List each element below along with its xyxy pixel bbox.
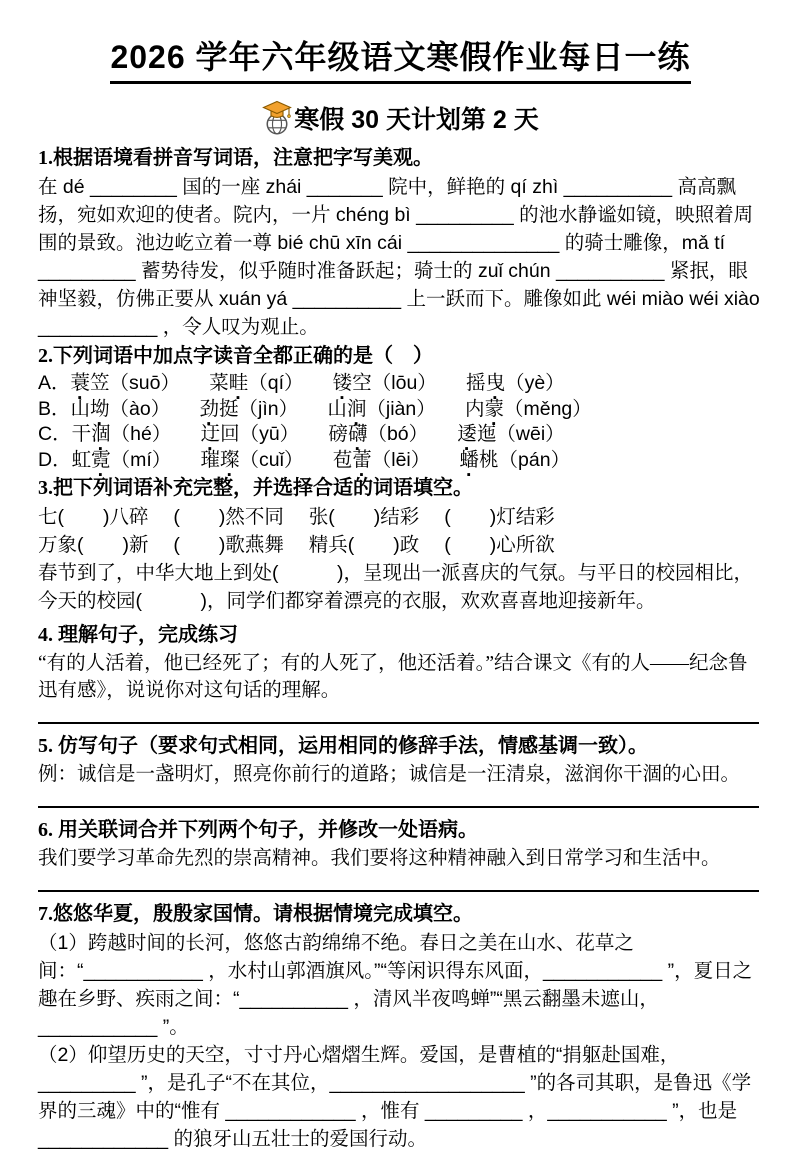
- question-5-heading: 5. 仿写句子（要求句式相同，运用相同的修辞手法，情感基调一致）。: [38, 735, 648, 757]
- page-title-text: 2026 学年六年级语文寒假作业每日一练: [110, 32, 690, 84]
- question-6-heading: 6. 用关联词合并下列两个句子，并修改一处语病。: [38, 819, 478, 841]
- question-7-part1: （1）跨越时间的长河，悠悠古韵绵绵不绝。春日之美在山水、花草之间：“___________ ，水村山郭酒旗风。”“等闲识得东风面，___________ ”，夏日之趣在乡野、疾雨之间：“__________ ，清风半夜鸣蝉”“黑云翻墨未遮山，___________ ”。: [38, 932, 753, 1038]
- question-5-example: 例：诚信是一盏明灯，照亮你前行的道路；诚信是一汪清泉，滋润你干涸的心田。: [38, 764, 741, 785]
- graduation-cap-globe-icon: [262, 100, 292, 136]
- question-2-option-c: C．干涸（hé） 迂回（yū） 磅礴（bó） 逶迤（wēi）: [38, 423, 565, 445]
- question-1-heading: 1.根据语境看拼音写词语，注意把字写美观。: [38, 147, 433, 169]
- question-5: [38, 734, 763, 808]
- answer-line: [38, 722, 759, 724]
- question-1-body: 在 dé ________ 国的一座 zhái _______ 院中，鲜艳的 qí zhì __________ 高高飘扬，宛如欢迎的使者。院内，一片 chéng bì _________ 的池水静谧如镜，映照着周围的景致。池边屹立着一尊 bié chū xīn cái ______________ 的骑士雕像，mǎ tí _________ 蓄势待发，似乎随时准备跃起；骑士的 zuǐ chún __________ 紧抿，眼神坚毅，仿佛正要从 xuán yá __________ 上一跃而下。雕像如此 wéi miào wéi xiào ___________ ，令人叹为观止。: [38, 176, 760, 338]
- answer-line: [38, 806, 759, 808]
- question-4-body: “有的人活着，他已经死了；有的人死了，他还活着。”结合课文《有的人——纪念鲁迅有感》，说说你对这句话的理解。: [38, 653, 748, 701]
- question-3-idioms-row1: 七( )八碎 ( )然不同 张( )结彩 ( )灯结彩: [38, 506, 555, 528]
- question-6: [38, 818, 763, 892]
- question-2-option-a: A．蓑笠（suō） 菜畦（qí） 镂空（lōu） 摇曳（yè）: [38, 372, 565, 394]
- question-2-option-d: D．虹霓（mí） 璀璨（cuǐ） 苞蕾（lēi） 蟠桃（pán）: [38, 448, 571, 471]
- question-7-heading: 7.悠悠华夏，殷殷家国情。请根据情境完成填空。: [38, 903, 473, 925]
- question-4-heading: 4. 理解句子，完成练习: [38, 624, 238, 646]
- question-4: [38, 623, 763, 724]
- question-3-paragraph: 春节到了，中华大地上到处( )，呈现出一派喜庆的气氛。与平日的校园相比，今天的校园( )，同学们都穿着漂亮的衣服，欢欢喜喜地迎接新年。: [38, 562, 753, 612]
- page-subtitle-text: 寒假 30 天计划第 2 天: [294, 106, 539, 134]
- page-title: [38, 32, 763, 84]
- question-7: [38, 902, 763, 1153]
- question-2: [38, 344, 763, 473]
- question-2-heading: 2.下列词语中加点字读音全都正确的是（ ）: [38, 345, 433, 367]
- question-3: [38, 476, 763, 615]
- page-subtitle: [38, 100, 763, 136]
- question-6-body: 我们要学习革命先烈的崇高精神。我们要将这种精神融入到日常学习和生活中。: [38, 848, 721, 869]
- question-1: [38, 146, 763, 341]
- question-7-part2: （2）仰望历史的天空，寸寸丹心熠熠生辉。爱国，是曹植的“捐躯赴国难，_________ ”，是孔子“不在其位，__________________ ”的各司其职，是鲁迅《学界的三魂》中的“惟有 ____________ ，惟有 _________ ，___________ ”，也是 ____________ 的狼牙山五壮士的爱国行动。: [38, 1044, 752, 1150]
- question-2-option-b: B．山坳（ào） 劲挺（jìn） 山涧（jiàn） 内蒙（měng）: [38, 397, 592, 420]
- answer-line: [38, 890, 759, 892]
- question-3-heading: 3.把下列词语补充完整，并选择合适的词语填空。: [38, 477, 473, 499]
- question-3-idioms-row2: 万象( )新 ( )歌燕舞 精兵( )政 ( )心所欲: [38, 534, 555, 556]
